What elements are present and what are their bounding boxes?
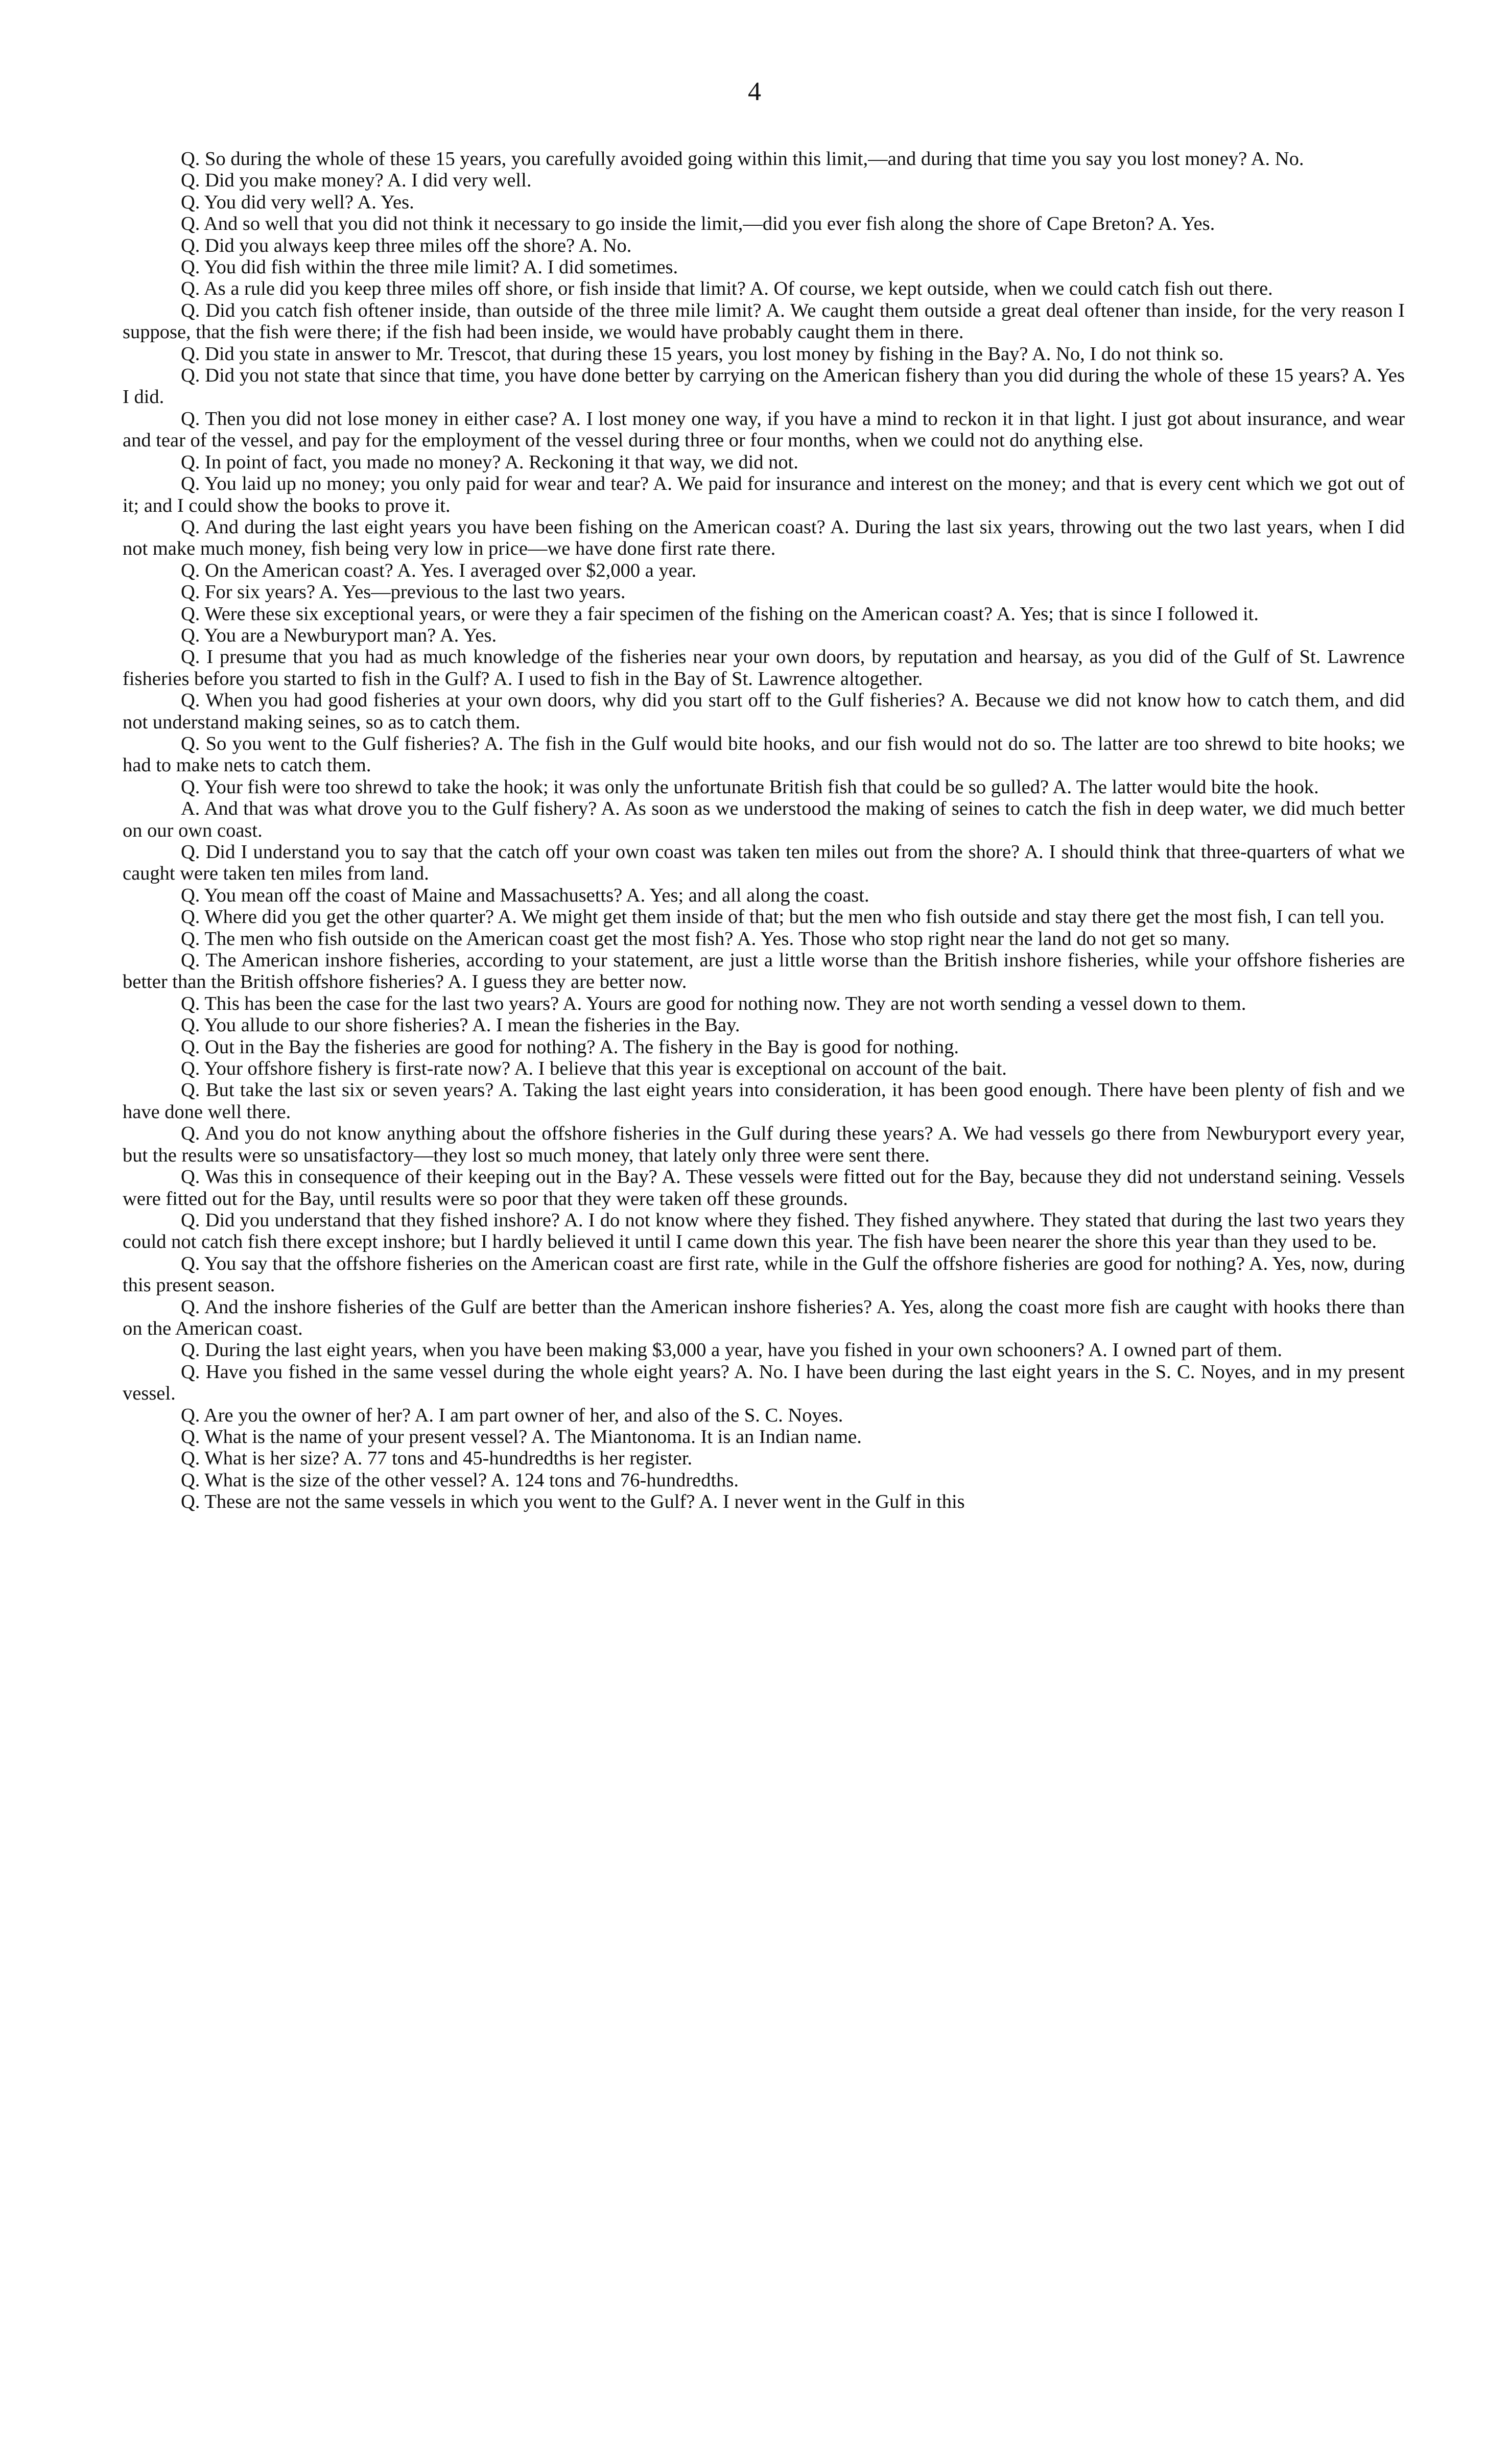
testimony-paragraph: Q. Are you the owner of her? A. I am part owner of her, and also of the S. C. Noyes. — [181, 1404, 843, 1426]
testimony-paragraph: Q. So during the whole of these 15 years, you carefully avoided going within this limit,—and during that time you say you lost money? A. No. — [181, 148, 1304, 170]
testimony-paragraph: Q. You say that the offshore fisheries on the American coast are first rate, while in the Gulf the offshore fisheries are good for nothing? A. Yes, now, during this present season. — [123, 1252, 1405, 1296]
testimony-paragraph: Q. What is her size? A. 77 tons and 45-hundredths is her register. — [181, 1448, 693, 1470]
testimony-paragraph: Q. Was this in consequence of their keeping out in the Bay? A. These vessels were fitted out for the Bay, because they did not understand seining. Vessels were fitted out for the Bay, until results were so poor that they were taken off these grounds. — [123, 1166, 1405, 1210]
testimony-paragraph: Q. What is the name of your present vessel? A. The Miantonoma. It is an Indian name. — [181, 1426, 862, 1448]
testimony-paragraph: Q. You did very well? A. Yes. — [181, 191, 414, 213]
testimony-text — [123, 148, 1405, 1513]
testimony-paragraph: Q. Did you state in answer to Mr. Trescot, that during these 15 years, you lost money by fishing in the Bay? A. No, I do not think so. — [181, 343, 1224, 365]
testimony-paragraph: Q. The men who fish outside on the American coast get the most fish? A. Yes. Those who stop right near the land do not get so many. — [181, 928, 1230, 950]
testimony-paragraph: Q. And the inshore fisheries of the Gulf are better than the American inshore fisheries? A. Yes, along the coast more fish are caught with hooks there than on the American coast. — [123, 1296, 1405, 1339]
testimony-paragraph: Q. Out in the Bay the fisheries are good for nothing? A. The fishery in the Bay is good for nothing. — [181, 1036, 959, 1058]
testimony-paragraph: Q. Did you not state that since that time, you have done better by carrying on the American fishery than you did during the whole of these 15 years? A. Yes I did. — [123, 365, 1405, 408]
testimony-paragraph: Q. As a rule did you keep three miles off shore, or fish inside that limit? A. Of course, we kept outside, when we could catch fish out there. — [181, 278, 1273, 300]
testimony-paragraph: Q. But take the last six or seven years? A. Taking the last eight years into consideration, it has been good enough. There have been plenty of fish and we have done well there. — [123, 1079, 1405, 1123]
testimony-paragraph: Q. These are not the same vessels in which you went to the Gulf? A. I never went in the Gulf in this — [181, 1491, 965, 1513]
testimony-paragraph: Q. And so well that you did not think it necessary to go inside the limit,—did you ever fish along the shore of Cape Breton? A. Yes. — [181, 213, 1215, 235]
testimony-paragraph: Q. Did I understand you to say that the catch off your own coast was taken ten miles out from the shore? A. I should think that three-quarters of what we caught were taken ten miles from land. — [123, 841, 1405, 885]
testimony-paragraph: Q. Have you fished in the same vessel during the whole eight years? A. No. I have been during the last eight years in the S. C. Noyes, and in my present vessel. — [123, 1361, 1405, 1405]
testimony-paragraph: Q. In point of fact, you made no money? A. Reckoning it that way, we did not. — [181, 451, 798, 473]
testimony-paragraph: Q. On the American coast? A. Yes. I averaged over $2,000 a year. — [181, 559, 697, 581]
testimony-paragraph: Q. Where did you get the other quarter? A. We might get them inside of that; but the men who fish outside and stay there get the most fish, I can tell you. — [181, 906, 1385, 928]
testimony-paragraph: Q. Did you always keep three miles off the shore? A. No. — [181, 234, 632, 256]
testimony-paragraph: Q. And you do not know anything about the offshore fisheries in the Gulf during these years? A. We had vessels go there from Newburyport every year, but the results were so unsatisfactory—they lost so much money, that lately only three were sent there. — [123, 1123, 1405, 1166]
testimony-paragraph: Q. You laid up no money; you only paid for wear and tear? A. We paid for insurance and interest on the money; and that is every cent which we got out of it; and I could show the books to prove it. — [123, 473, 1405, 516]
testimony-paragraph: Q. Then you did not lose money in either case? A. I lost money one way, if you have a mind to reckon it in that light. I just got about insurance, and wear and tear of the vessel, and pay for the employment of the vessel during three or four months, when we could not do anything else. — [123, 408, 1405, 452]
testimony-paragraph: Q. I presume that you had as much knowledge of the fisheries near your own doors, by reputation and hearsay, as you did of the Gulf of St. Lawrence fisheries before you started to fish in the Gulf? A. I used to fish in the Bay of St. Lawrence altogether. — [123, 646, 1405, 690]
testimony-paragraph: Q. So you went to the Gulf fisheries? A. The fish in the Gulf would bite hooks, and our fish would not do so. The latter are too shrewd to bite hooks; we had to make nets to catch them. — [123, 732, 1405, 776]
testimony-paragraph: Q. Were these six exceptional years, or were they a fair specimen of the fishing on the American coast? A. Yes; that is since I followed it. — [181, 603, 1259, 625]
testimony-paragraph: Q. You are a Newburyport man? A. Yes. — [181, 624, 497, 646]
testimony-paragraph: A. And that was what drove you to the Gulf fishery? A. As soon as we understood the making of seines to catch the fish in deep water, we did much better on our own coast. — [123, 798, 1405, 841]
page-number: 4 — [748, 77, 761, 106]
testimony-paragraph: Q. Your fish were too shrewd to take the hook; it was only the unfortunate British fish that could be so gulled? A. The latter would bite the hook. — [181, 776, 1319, 798]
testimony-paragraph: Q. When you had good fisheries at your own doors, why did you start off to the Gulf fisheries? A. Because we did not know how to catch them, and did not understand making seines, so as to catch them. — [123, 690, 1405, 733]
testimony-paragraph: Q. What is the size of the other vessel? A. 124 tons and 76-hundredths. — [181, 1469, 739, 1491]
testimony-paragraph: Q. For six years? A. Yes—previous to the last two years. — [181, 581, 626, 603]
testimony-paragraph: Q. This has been the case for the last two years? A. Yours are good for nothing now. They are not worth sending a vessel down to them. — [181, 992, 1246, 1014]
testimony-paragraph: Q. You did fish within the three mile limit? A. I did sometimes. — [181, 256, 678, 278]
testimony-paragraph: Q. Did you make money? A. I did very well. — [181, 170, 532, 192]
testimony-paragraph: Q. And during the last eight years you have been fishing on the American coast? A. During the last six years, throwing out the two last years, when I did not make much money, fish being very low in price—we have done first rate there. — [123, 516, 1405, 560]
testimony-paragraph: Q. The American inshore fisheries, according to your statement, are just a little worse than the British inshore fisheries, while your offshore fisheries are better than the British offshore fisheries? A. I guess they are better now. — [123, 950, 1405, 993]
testimony-paragraph: Q. You mean off the coast of Maine and Massachusetts? A. Yes; and all along the coast. — [181, 884, 869, 906]
testimony-paragraph: Q. During the last eight years, when you have been making $3,000 a year, have you fished in your own schooners? A. I owned part of them. — [181, 1339, 1283, 1361]
testimony-paragraph: Q. Did you understand that they fished inshore? A. I do not know where they fished. They fished anywhere. They stated that during the last two years they could not catch fish there except inshore; but I hardly believed it until I came down this year. The fish have been nearer the shore this year than they used to be. — [123, 1209, 1405, 1253]
testimony-paragraph: Q. You allude to our shore fisheries? A. I mean the fisheries in the Bay. — [181, 1014, 740, 1036]
testimony-paragraph: Q. Your offshore fishery is first-rate now? A. I believe that this year is exceptional on account of the bait. — [181, 1058, 1007, 1080]
testimony-paragraph: Q. Did you catch fish oftener inside, than outside of the three mile limit? A. We caught them outside a great deal oftener than inside, for the very reason I suppose, that the fish were there; if the fish had been inside, we would have probably caught them in there. — [123, 299, 1405, 343]
